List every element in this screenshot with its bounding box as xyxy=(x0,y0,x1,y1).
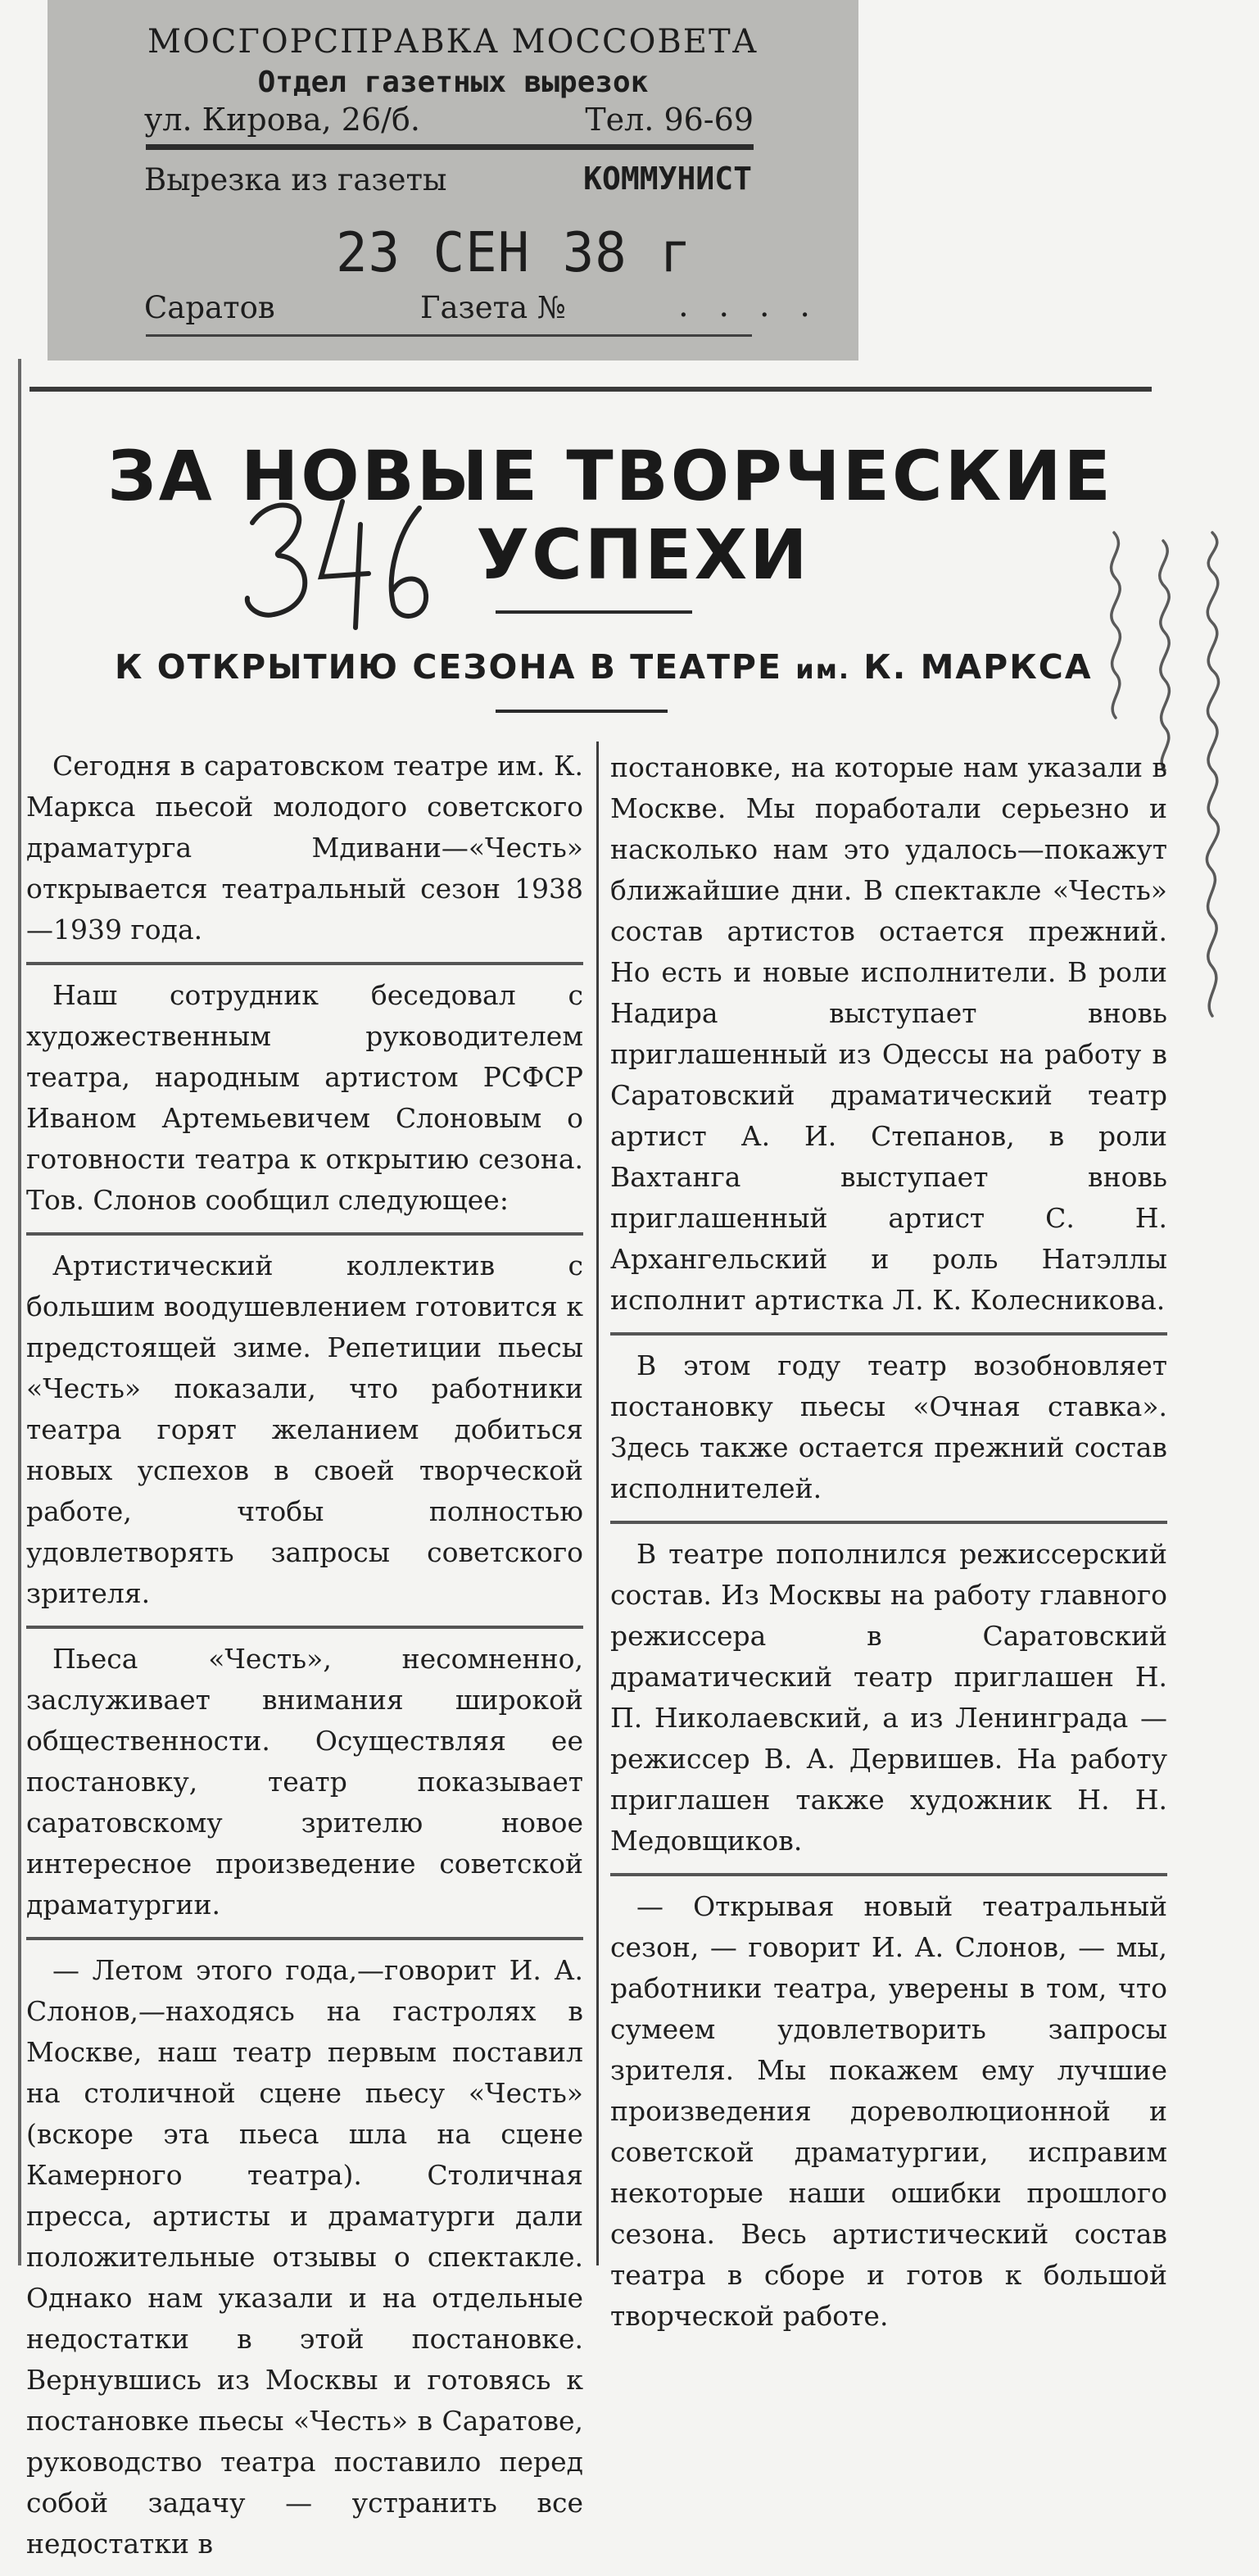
handwritten-number xyxy=(238,492,434,631)
clipping-left-edge xyxy=(18,359,21,2265)
subhead-rule xyxy=(496,710,668,713)
stamp-gazette-number-label: Газета № xyxy=(420,290,566,325)
archive-stamp xyxy=(48,0,858,361)
paragraph-separator xyxy=(26,1626,583,1629)
paragraph: В театре пополнился режиссерский состав. Из Москвы на работу главного режиссера в Саратовский драматический театр приглашен Н. П. Николаевский, а из Ленинграда — режиссер В. А. Дервишев. На работу приглашен также художник Н. Н. Медовщиков. xyxy=(610,1538,1167,1857)
stamp-city: Саратов xyxy=(144,290,275,325)
paragraph: Артистический коллектив с большим воодушевлением готовится к предстоящей зиме. Репетиции пьесы «Честь» показали, что работники театра горят желанием добиться новых успехов в своей творческой работе, чтобы полностью удовлетворять запросы советского зрителя. xyxy=(26,1249,583,1609)
subhead-main: К ОТКРЫТИЮ СЕЗОНА В ТЕАТРЕ xyxy=(115,647,796,687)
paragraph-separator xyxy=(610,1873,1167,1876)
article-headline-line-1: ЗА НОВЫЕ ТВОРЧЕСКИЕ xyxy=(107,436,1113,516)
article-column-right xyxy=(610,747,1167,2348)
paragraph-separator xyxy=(610,1521,1167,1524)
column-divider xyxy=(596,742,599,2265)
article-headline-line-2: УСПЕХИ xyxy=(476,515,810,595)
stamp-address: ул. Кирова, 26/б. xyxy=(144,102,420,138)
paragraph-separator xyxy=(610,1332,1167,1336)
paragraph-separator xyxy=(26,962,583,965)
paragraph: Наш сотрудник беседовал с художественным руководителем театра, народным артистом РСФСР Иваном Артемьевичем Слоновым о готовности театра к открытию сезона. Тов. Слонов сообщил следующее: xyxy=(26,979,583,1216)
stamp-date: 23 СЕН 38 г xyxy=(336,221,692,285)
paragraph: постановке, на которые нам указали в Москве. Мы поработали серьезно и насколько нам это удалось—покажут ближайшие дни. В спектакле «Честь» состав артистов остается прежний. Но есть и новые исполнители. В роли Надира выступает вновь приглашенный из Одессы на работу в Саратовский драматический театр артист А. И. Степанов, в роли Вахтанга выступает вновь приглашенный артист С. Н. Архангельский и роль Натэллы исполнит артистка Л. К. Колесникова. xyxy=(610,751,1167,1316)
stamp-dots: . . . . xyxy=(678,287,821,324)
stamp-organization: МОСГОРСПРАВКА МОССОВЕТА xyxy=(147,23,759,61)
subhead-im: им. xyxy=(795,654,850,685)
stamp-telephone: Тел. 96-69 xyxy=(585,102,754,138)
article-column-left xyxy=(26,746,583,2576)
stamp-newspaper-name: КОММУНИСТ xyxy=(583,161,752,197)
article-top-rule xyxy=(29,387,1152,392)
paragraph: — Летом этого года,—говорит И. А. Слонов,—находясь на гастролях в Москве, наш театр первым поставил на столичной сцене пьесу «Честь» (вскоре эта пьеса шла на сцене Камерного театра). Столичная пресса, артисты и драматурги дали положительные отзывы о спектакле. Однако нам указали и на отдельные недостатки в этой постановке. Вернувшись из Москвы и готовясь к постановке пьесы «Честь» в Саратове, руководство театра поставило перед собой задачу — устранить все недостатки в xyxy=(26,1954,583,2560)
paragraph: Сегодня в саратовском театре им. К. Маркса пьесой молодого советского драматурга Мдивани—«Честь» открывается театральный сезон 1938—1939 года. xyxy=(26,750,583,946)
paragraph-separator xyxy=(26,1937,583,1940)
paragraph: — Открывая новый театральный сезон, — говорит И. А. Слонов, — мы, работники театра, уверены в том, что сумеем удовлетворить запросы зрителя. Мы покажем ему лучшие произведения дореволюционной и советской драматургии, исправим некоторые наши ошибки прошлого сезона. Весь артистический состав театра в сборе и готов к большой творческой работе. xyxy=(610,1890,1167,2332)
paragraph: В этом году театр возобновляет постановку пьесы «Очная ставка». Здесь также остается прежний состав исполнителей. xyxy=(610,1349,1167,1504)
stamp-rule-top xyxy=(146,144,754,150)
subhead-end: К. МАРКСА xyxy=(850,647,1093,687)
paragraph: Пьеса «Честь», несомненно, заслуживает внимания широкой общественности. Осуществляя ее постановку, театр показывает саратовскому зрителю новое интересное произведение советской драматургии. xyxy=(26,1643,583,1921)
headline-rule xyxy=(496,610,692,614)
stamp-rule-bottom xyxy=(146,334,752,337)
article-subheadline xyxy=(115,647,1093,687)
stamp-cutting-label: Вырезка из газеты xyxy=(144,162,447,197)
stamp-department: Отдел газетных вырезок xyxy=(257,66,649,99)
paragraph-separator xyxy=(26,1232,583,1236)
